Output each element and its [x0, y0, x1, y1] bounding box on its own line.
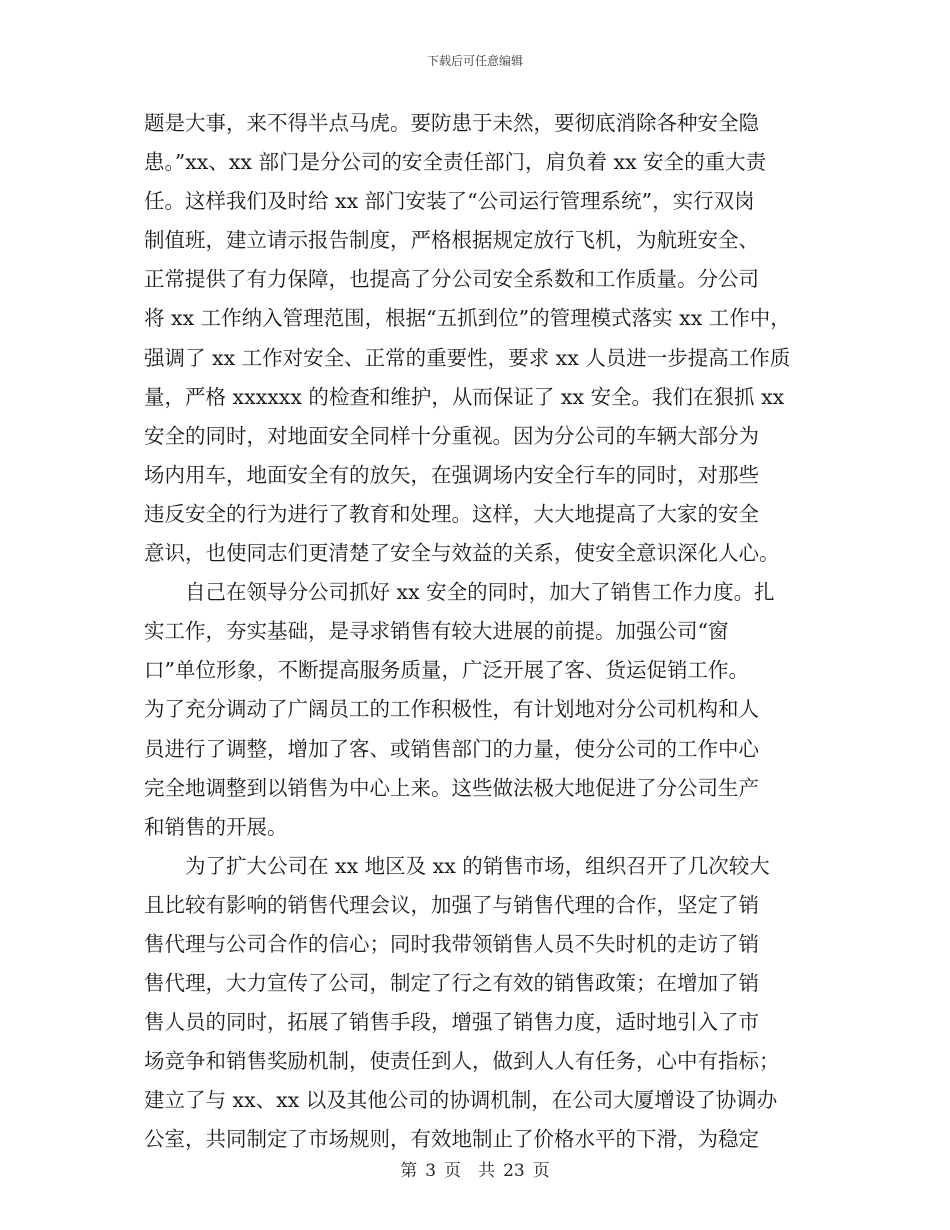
text-line: 场竞争和销售奖励机制，使责任到人，做到人人有任务，心中有指标；: [144, 1049, 780, 1074]
text-line: 量，严格 xxxxxx 的检查和维护，从而保证了 xx 安全。我们在狠抓 xx: [144, 384, 785, 409]
footer-suffix: 页: [532, 1161, 550, 1181]
text-line: 售人员的同时，拓展了销售手段，增强了销售力度，适时地引入了市: [144, 1010, 759, 1035]
footer-prefix: 第: [400, 1161, 418, 1181]
text-line: 任。这样我们及时给 xx 部门安装了“公司运行管理系统”，实行双岗: [144, 189, 755, 214]
text-line: 和销售的开展。: [144, 814, 288, 839]
text-line: 售代理与公司合作的信心；同时我带领销售人员不失时机的走访了销: [144, 931, 759, 956]
text-line: 建立了与 xx、xx 以及其他公司的协调机制，在公司大厦增设了协调办: [144, 1088, 778, 1113]
text-line: 患。”xx、xx 部门是分公司的安全责任部门，肩负着 xx 安全的重大责: [144, 150, 767, 175]
header-note: 下载后可任意编辑: [426, 54, 523, 68]
text-line: 制值班，建立请示报告制度，严格根据规定放行飞机，为航班安全、: [144, 228, 759, 253]
total-page-count: 23: [503, 1161, 525, 1181]
text-line: 安全的同时，对地面安全同样十分重视。因为分公司的车辆大部分为: [144, 423, 759, 448]
text-line: 违反安全的行为进行了教育和处理。这样，大大地提高了大家的安全: [144, 501, 759, 526]
text-line: 强调了 xx 工作对安全、正常的重要性，要求 xx 人员进一步提高工作质: [144, 345, 791, 370]
text-line: 为了充分调动了广阔员工的工作积极性，有计划地对分公司机构和人: [144, 697, 759, 722]
text-line: 正常提供了有力保障，也提高了分公司安全系数和工作质量。分公司: [144, 267, 759, 292]
text-line: 员进行了调整，增加了客、或销售部门的力量，使分公司的工作中心: [144, 736, 759, 761]
page-footer: [0, 1156, 950, 1181]
current-page-number: 3: [425, 1161, 437, 1181]
text-line: 公室，共同制定了市场规则，有效地制止了价格水平的下滑，为稳定: [144, 1127, 759, 1152]
text-line: 意识，也使同志们更清楚了安全与效益的关系，使安全意识深化人心。: [144, 541, 780, 566]
text-line: 售代理，大力宣传了公司，制定了行之有效的销售政策；在增加了销: [144, 971, 759, 996]
text-line: 口”单位形象，不断提高服务质量，广泛开展了客、货运促销工作。: [144, 658, 749, 683]
text-line: 自己在领导分公司抓好 xx 安全的同时，加大了销售工作力度。扎: [144, 580, 775, 605]
text-line: 题是大事，来不得半点马虎。要防患于未然，要彻底消除各种安全隐: [144, 111, 759, 135]
text-line: 完全地调整到以销售为中心上来。这些做法极大地促进了分公司生产: [144, 775, 759, 800]
text-line: 场内用车，地面安全有的放矢，在强调场内安全行车的同时，对那些: [144, 462, 759, 487]
footer-middle: 页 共: [444, 1161, 496, 1181]
document-body: [144, 104, 844, 1160]
text-line: 将 xx 工作纳入管理范围，根据“五抓到位”的管理模式落实 xx 工作中，: [144, 306, 791, 331]
text-line: 实工作，夯实基础，是寻求销售有较大进展的前提。加强公司“窗: [144, 619, 729, 644]
text-line: 且比较有影响的销售代理会议，加强了与销售代理的合作，坚定了销: [144, 892, 759, 917]
text-line: 为了扩大公司在 xx 地区及 xx 的销售市场，组织召开了几次较大: [144, 853, 770, 878]
